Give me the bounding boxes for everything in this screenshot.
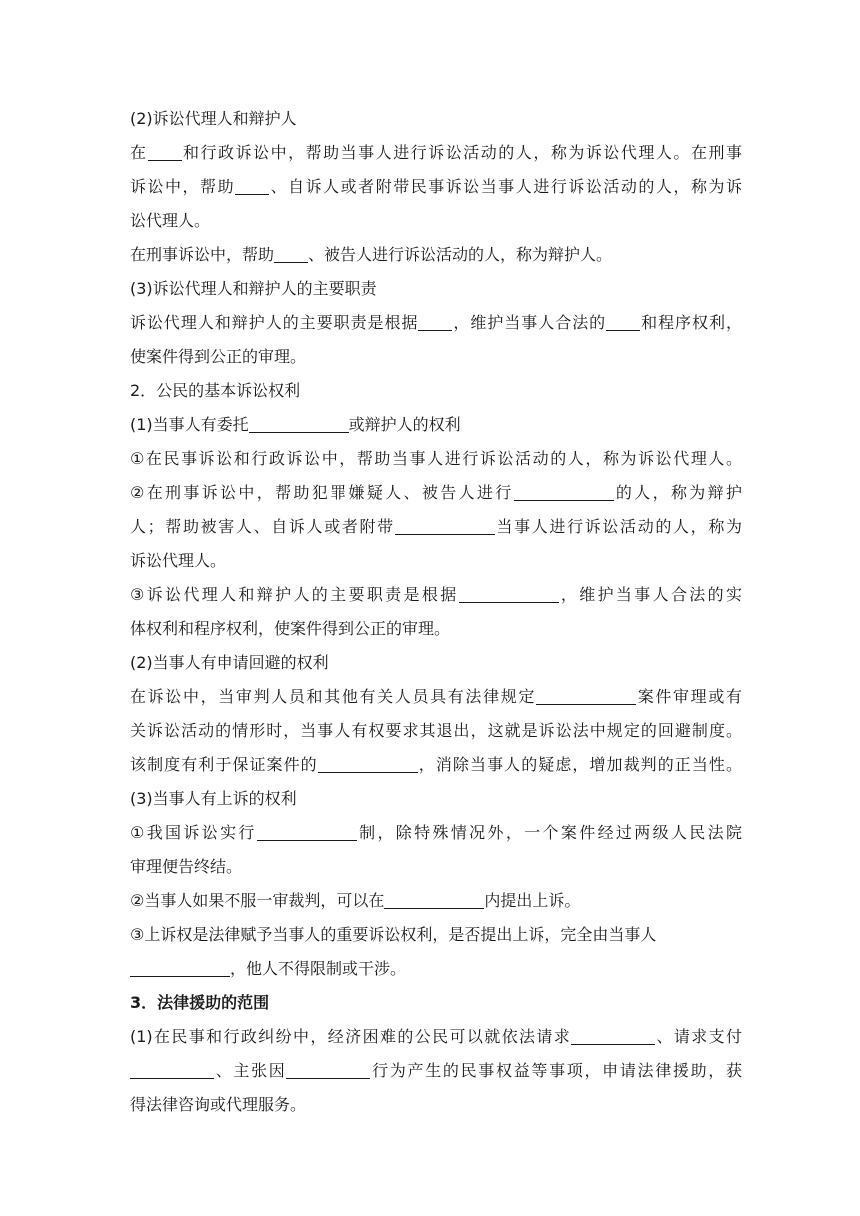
fill-blank[interactable] bbox=[536, 682, 636, 705]
paragraph-line: 得法律咨询或代理服务。 bbox=[130, 1095, 307, 1114]
document-content bbox=[130, 102, 742, 1122]
fill-blank[interactable] bbox=[286, 1056, 370, 1079]
paragraph-line: 、主张因 行为产生的民事权益等事项，申请法律援助，获 bbox=[130, 1054, 742, 1088]
fill-blank[interactable] bbox=[249, 410, 349, 433]
paragraph-line: ②当事人如果不服一审裁判，可以在 内提出上诉。 bbox=[130, 884, 742, 918]
subheading-appeal-right: (3)当事人有上诉的权利 bbox=[130, 789, 297, 808]
paragraph-line: 诉讼中，帮助 、自诉人或者附带民事诉讼当事人进行诉讼活动的人，称为诉 bbox=[130, 170, 742, 204]
paragraph-line: 审理便告终结。 bbox=[130, 857, 243, 876]
paragraph-line: 讼代理人。 bbox=[130, 211, 211, 230]
fill-blank[interactable] bbox=[130, 954, 230, 977]
paragraph-line: ①我国诉讼实行 制，除特殊情况外，一个案件经过两级人民法院 bbox=[130, 816, 742, 850]
subheading-agents-defenders: (2)诉讼代理人和辩护人 bbox=[130, 109, 297, 128]
fill-blank[interactable] bbox=[514, 478, 614, 501]
fill-blank[interactable] bbox=[418, 308, 452, 331]
paragraph-line: 使案件得到公正的审理。 bbox=[130, 347, 307, 366]
paragraph-line: ③诉讼代理人和辩护人的主要职责是根据 ，维护当事人合法的实 bbox=[130, 578, 742, 612]
paragraph-line: 人；帮助被害人、自诉人或者附带 当事人进行诉讼活动的人，称为 bbox=[130, 510, 742, 544]
subheading-recusal-right: (2)当事人有申请回避的权利 bbox=[130, 653, 329, 672]
paragraph-line: 诉讼代理人。 bbox=[130, 551, 227, 570]
paragraph-line: ②在刑事诉讼中，帮助犯罪嫌疑人、被告人进行 的人，称为辩护 bbox=[130, 476, 742, 510]
paragraph-line: ，他人不得限制或干涉。 bbox=[130, 952, 742, 986]
paragraph-line: ③上诉权是法律赋予当事人的重要诉讼权利，是否提出上诉，完全由当事人 bbox=[130, 925, 657, 944]
fill-blank[interactable] bbox=[257, 818, 357, 841]
paragraph-line: 关诉讼活动的情形时，当事人有权要求其退出，这就是诉讼法中规定的回避制度。 bbox=[130, 721, 742, 740]
paragraph-line: 在刑事诉讼中，帮助 、被告人进行诉讼活动的人，称为辩护人。 bbox=[130, 238, 742, 272]
subheading-entrust-right: (1)当事人有委托 或辩护人的权利 bbox=[130, 408, 742, 442]
section-title-litigation-rights: 2．公民的基本诉讼权利 bbox=[130, 381, 301, 400]
paragraph-line: 该制度有利于保证案件的 ，消除当事人的疑虑，增加裁判的正当性。 bbox=[130, 748, 742, 782]
paragraph-line: 在 和行政诉讼中，帮助当事人进行诉讼活动的人，称为诉讼代理人。在刑事 bbox=[130, 136, 742, 170]
paragraph-line: (1)在民事和行政纠纷中，经济困难的公民可以就依法请求 、请求支付 bbox=[130, 1020, 742, 1054]
paragraph-line: 在诉讼中，当审判人员和其他有关人员具有法律规定 案件审理或有 bbox=[130, 680, 742, 714]
fill-blank[interactable] bbox=[274, 240, 308, 263]
subheading-main-duties: (3)诉讼代理人和辩护人的主要职责 bbox=[130, 279, 377, 298]
paragraph-line: 诉讼代理人和辩护人的主要职责是根据 ，维护当事人合法的 和程序权利， bbox=[130, 306, 742, 340]
fill-blank[interactable] bbox=[130, 1056, 214, 1079]
fill-blank[interactable] bbox=[459, 580, 559, 603]
fill-blank[interactable] bbox=[384, 886, 484, 909]
fill-blank[interactable] bbox=[606, 308, 640, 331]
fill-blank[interactable] bbox=[148, 138, 182, 161]
fill-blank[interactable] bbox=[571, 1022, 655, 1045]
fill-blank[interactable] bbox=[235, 172, 269, 195]
paragraph-line: ①在民事诉讼和行政诉讼中，帮助当事人进行诉讼活动的人，称为诉讼代理人。 bbox=[130, 449, 742, 468]
fill-blank[interactable] bbox=[395, 512, 495, 535]
section-title-legal-aid-scope: 3．法律援助的范围 bbox=[130, 993, 270, 1012]
fill-blank[interactable] bbox=[318, 750, 418, 773]
paragraph-line: 体权利和程序权利，使案件得到公正的审理。 bbox=[130, 619, 451, 638]
